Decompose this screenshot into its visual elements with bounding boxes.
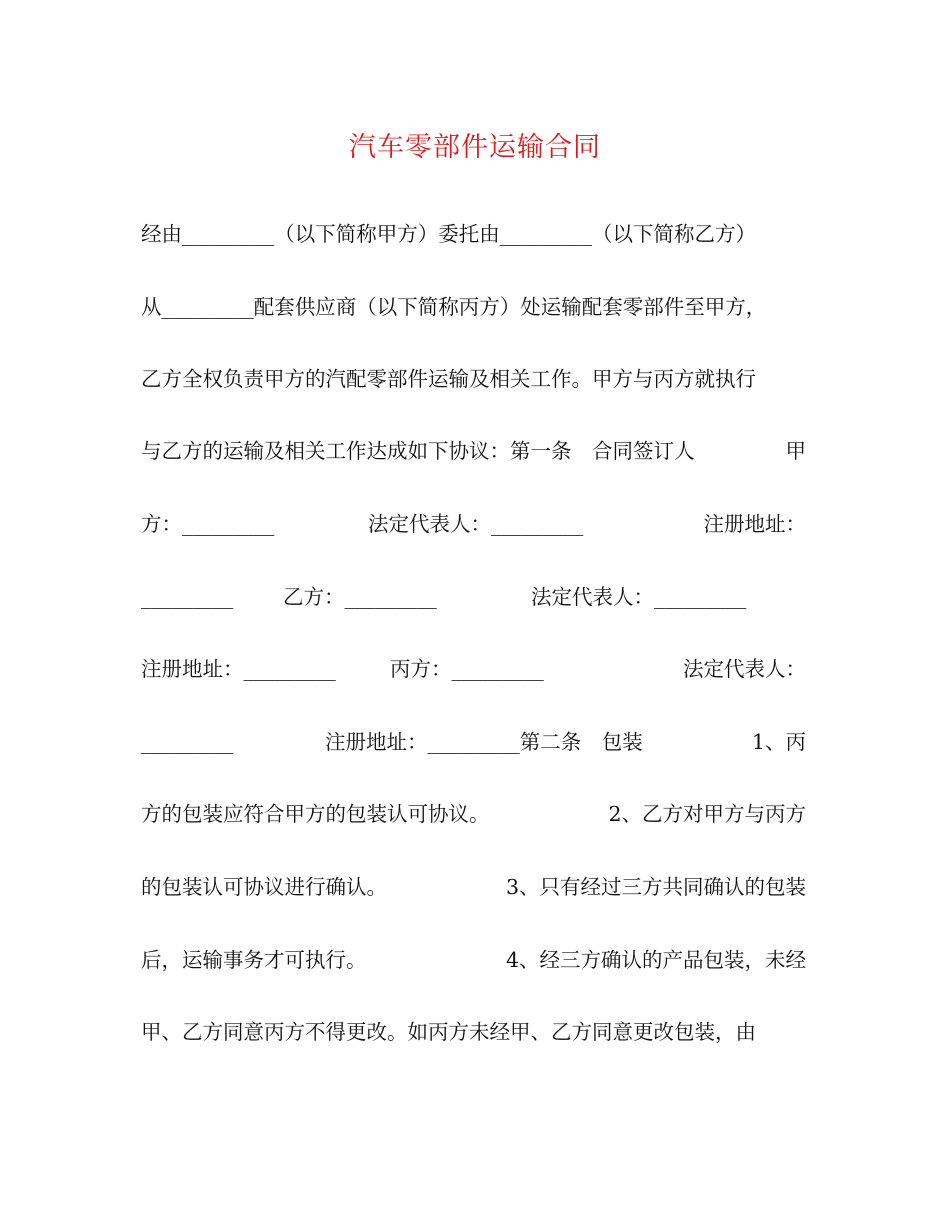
paragraph-line	[141, 1012, 806, 1052]
line-text: 后，运输事务才可执行。	[141, 948, 367, 972]
line-text: 的包装认可协议进行确认。	[141, 875, 387, 899]
document-title: 汽车零部件运输合同	[349, 132, 601, 163]
line-text: 方的包装应符合甲方的包装认可协议。	[141, 802, 490, 826]
paragraph-line	[141, 577, 806, 617]
line-text: 法定代表人：	[683, 657, 806, 681]
line-text: 方：_________	[141, 512, 275, 536]
line-text: 4、经三方确认的产品包装，未经	[505, 948, 806, 972]
line-text: 1、丙	[751, 730, 806, 754]
line-text: _________	[141, 730, 234, 754]
paragraph-line	[141, 722, 806, 762]
line-text: 法定代表人：_________	[531, 585, 747, 609]
paragraph-line	[141, 287, 806, 327]
paragraph-line	[141, 359, 806, 399]
line-text: 法定代表人：_________	[368, 512, 584, 536]
line-text: 经由_________（以下简称甲方）委托由_________（以下简称乙方）	[141, 222, 756, 246]
paragraph-line	[141, 214, 806, 254]
paragraph-line	[141, 431, 806, 471]
line-text: 与乙方的运输及相关工作达成如下协议：第一条 合同签订人	[141, 439, 695, 463]
line-text: 甲、乙方同意丙方不得更改。如丙方未经甲、乙方同意更改包装，由	[141, 1020, 756, 1044]
line-text: 注册地址：_________第二条 包装	[325, 730, 643, 754]
line-text: 从_________配套供应商（以下简称丙方）处运输配套零部件至甲方，	[141, 295, 767, 319]
paragraph-line	[141, 940, 806, 980]
line-text: 甲	[785, 439, 806, 463]
paragraph-line	[141, 649, 806, 689]
line-text: _________	[141, 585, 234, 609]
paragraph-line	[141, 504, 806, 544]
line-text: 注册地址：_________	[141, 657, 336, 681]
line-text: 乙方全权负责甲方的汽配零部件运输及相关工作。甲方与丙方就执行	[141, 367, 756, 391]
line-text: 注册地址：	[703, 512, 806, 536]
line-text: 丙方：_________	[390, 657, 544, 681]
line-text: 2、乙方对甲方与丙方	[608, 802, 806, 826]
line-text: 3、只有经过三方共同确认的包装	[505, 875, 806, 899]
paragraph-line	[141, 794, 806, 834]
paragraph-line	[141, 867, 806, 907]
line-text: 乙方：_________	[283, 585, 437, 609]
